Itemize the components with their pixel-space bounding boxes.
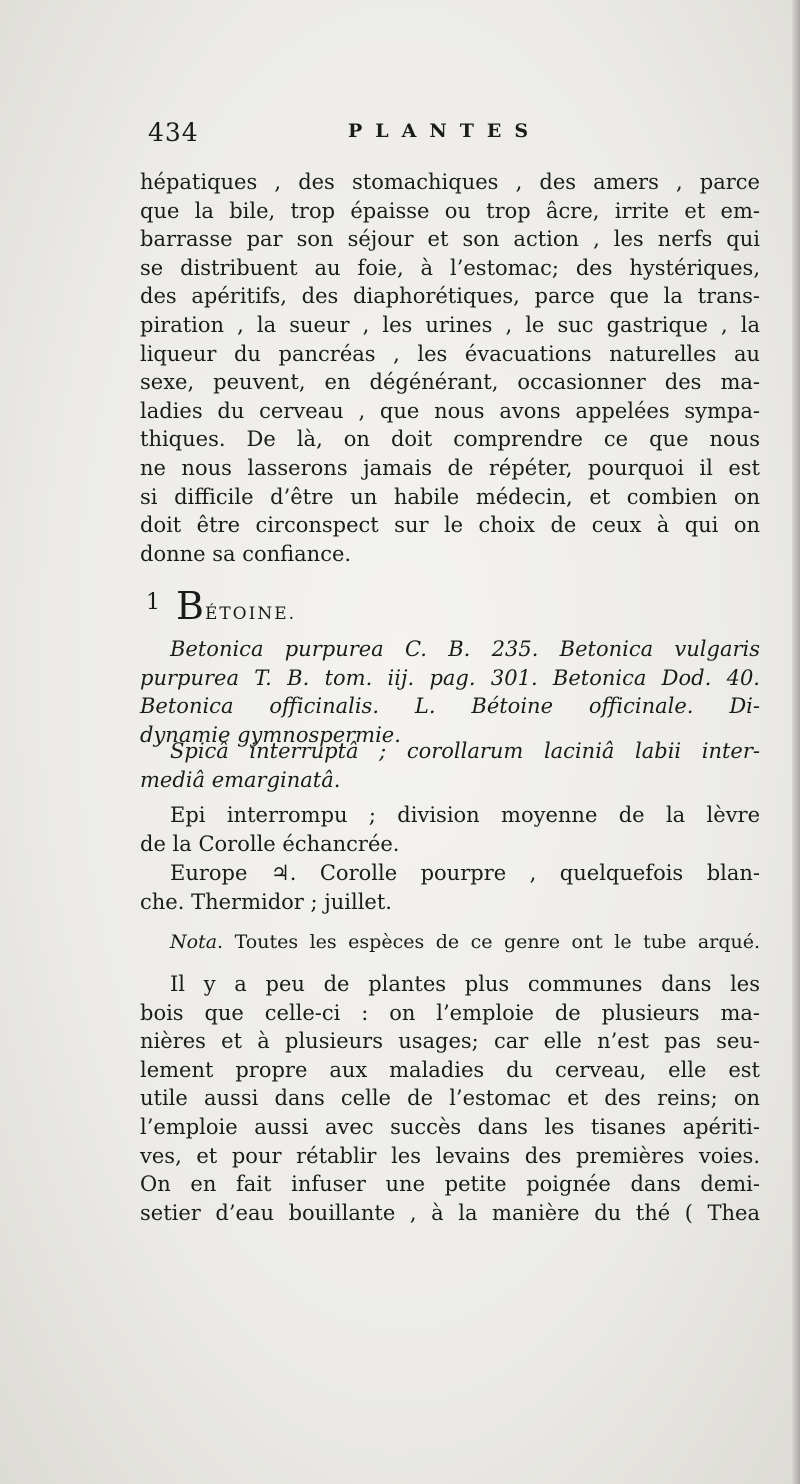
text-line: des apéritifs, des diaphorétiques, parce que la trans- <box>140 284 760 309</box>
entry-title-rest: ÉTOINE. <box>204 604 297 624</box>
entry-number: 1 <box>146 590 160 615</box>
text-line: doit être circonspect sur le choix de ceux à qui on <box>140 513 760 538</box>
text-line: liqueur du pancréas , les évacuations naturelles au <box>140 341 760 366</box>
running-head: PLANTES <box>348 120 542 142</box>
text-line: On en fait infuser une petite poignée dans demi- <box>140 1172 760 1197</box>
text-line: utile aussi dans celle de l’estomac et des reins; on <box>140 1086 760 1111</box>
text-line: que la bile, trop épaisse ou trop âcre, irrite et em- <box>140 198 760 223</box>
text-line: Betonica purpurea C. B. 235. Betonica vulgaris <box>170 637 760 661</box>
text-line: Epi interrompu ; division moyenne de la lèvre <box>170 803 760 827</box>
text-line: ladies du cerveau , que nous avons appelées sympa- <box>140 398 760 423</box>
french-character-paragraph <box>140 801 760 858</box>
text-line: che. Thermidor ; juillet. <box>140 889 392 914</box>
text-line: donne sa confiance. <box>140 541 352 566</box>
text-line: dynamie gymnospermie. <box>140 722 401 747</box>
nota-text: Toutes les espèces de ce genre ont le tube arqué. <box>234 931 761 953</box>
entry-initial: B <box>176 584 205 628</box>
text-line: hépatiques , des stomachiques , des amers , parce <box>140 170 760 194</box>
text-line: nières et à plusieurs usages; car elle n’est pas seu- <box>140 1029 760 1054</box>
text-line: mediâ emarginatâ. <box>140 767 341 792</box>
text-line: l’emploie aussi avec succès dans les tisanes apériti- <box>140 1114 760 1139</box>
text-line: Spicâ interruptâ ; corollarum laciniâ labii inter- <box>170 739 760 763</box>
text-line: ne nous lasserons jamais de répéter, pourquoi il est <box>140 455 760 480</box>
text-line: Betonica officinalis. L. Bétoine officinale. Di- <box>140 694 760 719</box>
text-line: lement propre aux maladies du cerveau, elle est <box>140 1057 760 1082</box>
synonyms-paragraph <box>140 635 760 749</box>
nota-label: Nota. <box>170 931 224 953</box>
nota-paragraph <box>140 928 760 957</box>
text-line: si difficile d’être un habile médecin, et combien on <box>140 484 760 509</box>
text-line: Il y a peu de plantes plus communes dans les <box>170 972 760 996</box>
intro-paragraph <box>140 168 760 568</box>
text-line: purpurea T. B. tom. iij. pag. 301. Betonica Dod. 40. <box>140 665 760 690</box>
text-line: Europe ♃. Corolle pourpre , quelquefois blan- <box>170 861 760 885</box>
text-line: de la Corolle échancrée. <box>140 831 400 856</box>
text-line: se distribuent au foie, à l’estomac; des hystériques, <box>140 255 760 280</box>
text-line: bois que celle-ci : on l’emploie de plusieurs ma- <box>140 1000 760 1025</box>
nota-line <box>140 928 760 957</box>
latin-character-paragraph <box>140 737 760 794</box>
page-number: 434 <box>148 118 199 147</box>
text-line: piration , la sueur , les urines , le suc gastrique , la <box>140 312 760 337</box>
page-header <box>140 118 760 150</box>
text-line: ves, et pour rétablir les levains des premières voies. <box>140 1143 760 1168</box>
text-line: setier d’eau bouillante , à la manière du thé ( Thea <box>140 1200 760 1225</box>
text-line: thiques. De là, on doit comprendre ce que nous <box>140 427 760 452</box>
usage-paragraph <box>140 970 760 1227</box>
entry-title <box>176 584 296 628</box>
text-line: sexe, peuvent, en dégénérant, occasionner des ma- <box>140 370 760 395</box>
page-edge-shadow <box>792 0 800 1484</box>
habitat-paragraph <box>140 859 760 916</box>
entry-heading <box>140 580 440 628</box>
text-line: barrasse par son séjour et son action , les nerfs qui <box>140 227 760 252</box>
